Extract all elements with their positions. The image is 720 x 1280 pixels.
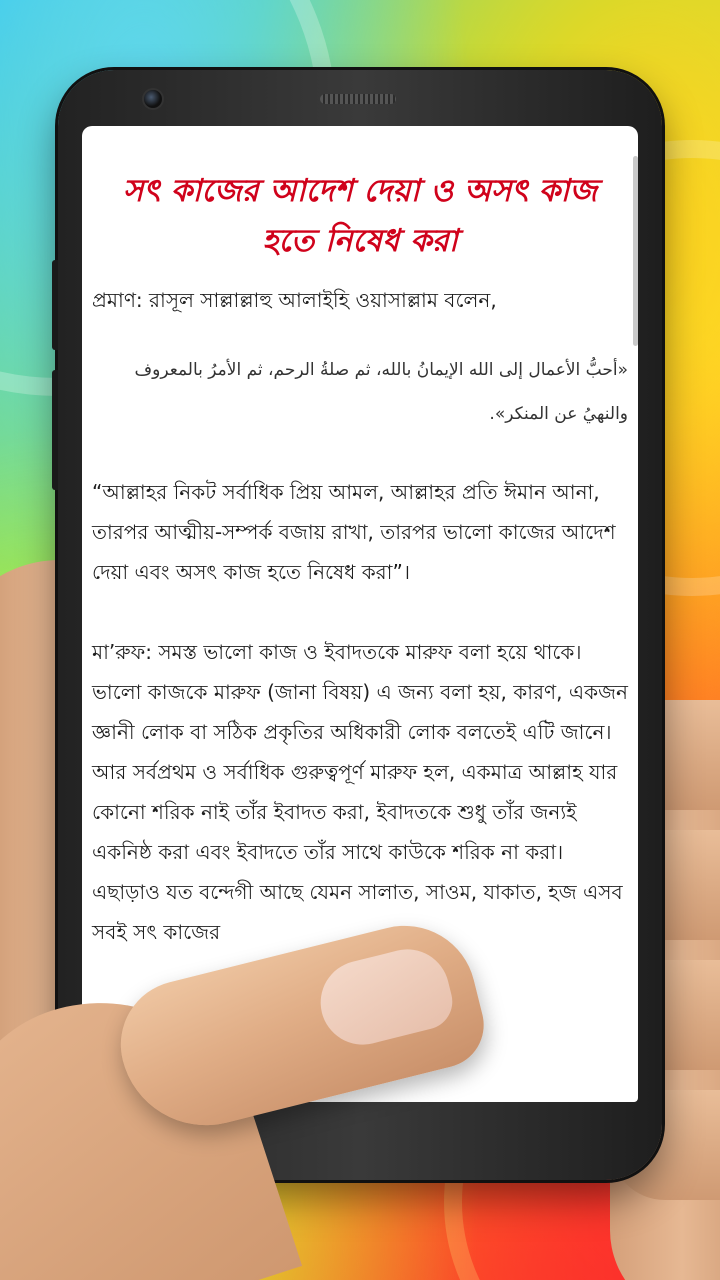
speaker-grille: [320, 94, 396, 104]
front-camera-icon: [144, 90, 162, 108]
article-content: [92, 166, 628, 992]
arabic-hadith-quote: «أحبُّ الأعمال إلى الله الإيمانُ بالله، ثم صلةُ الرحم، ثم الأمرُ بالمعروف والنهيُ عن المنكر».: [134, 360, 628, 424]
volume-button: [52, 260, 58, 350]
scrollbar[interactable]: [633, 156, 638, 346]
maruf-paragraph: মা’রুফ: সমস্ত ভালো কাজ ও ইবাদতকে মারুফ বলা হয়ে থাকে। ভালো কাজকে মারুফ (জানা বিষয়) এ জন্য বলা হয়, কারণ, একজন জ্ঞানী লোক বা সঠিক প্রকৃতির অধিকারী লোক বলতেই এটি জানে। আর সর্বপ্রথম ও সর্বাধিক গুরুত্বপূর্ণ মারুফ হল, একমাত্র আল্লাহ যার কোনো শরিক নাই তাঁর ইবাদত করা, ইবাদতকে শুধু তাঁর জন্যই একনিষ্ঠ করা এবং ইবাদতে তাঁর সাথে কাউকে শরিক না করা। এছাড়াও যত বন্দেগী আছে যেমন সালাত, সাওম, যাকাত, হজ এসব সবই সৎ কাজের: [92, 640, 628, 944]
hadith-translation: “আল্লাহর নিকট সর্বাধিক প্রিয় আমল, আল্লাহর প্রতি ঈমান আনা, তারপর আত্মীয়-সম্পর্ক বজায় রাখা, তারপর ভালো কাজের আদেশ দেয়া এবং অসৎ কাজ হতে নিষেধ করা”।: [92, 480, 616, 584]
power-button: [52, 370, 58, 490]
article-intro: প্রমাণ: রাসূল সাল্লাল্লাহু আলাইহি ওয়াসাল্লাম বলেন,: [92, 288, 497, 312]
article-title: সৎ কাজের আদেশ দেয়া ও অসৎ কাজ হতে নিষেধ করা: [122, 173, 598, 259]
